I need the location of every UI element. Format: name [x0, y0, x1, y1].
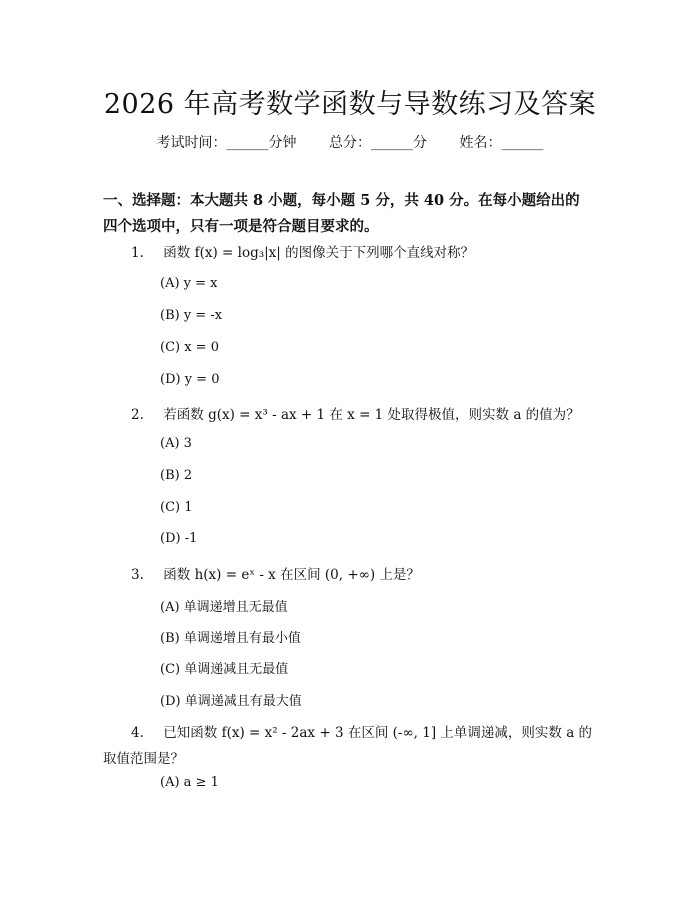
question-3: [103, 562, 593, 588]
page-title: 2026 年高考数学函数与导数练习及答案: [103, 89, 597, 120]
question-4: [103, 720, 593, 772]
question-stem: 已知函数 f(x) = x² - 2ax + 3 在区间 (-∞, 1] 上单调递减，则实数 a 的取值范围是？: [103, 725, 593, 767]
option-2b: (B) 2: [160, 468, 193, 483]
question-2: [103, 402, 593, 428]
section-heading: 一、选择题：本大题共 8 小题，每小题 5 分，共 40 分。在每小题给出的四个选项中，只有一项是符合题目要求的。: [103, 192, 580, 235]
question-stem: 函数 f(x) = log₃|x| 的图像关于下列哪个直线对称？: [163, 245, 475, 261]
option-2d: (D) -1: [160, 531, 198, 546]
option-1c: (C) x = 0: [160, 340, 219, 355]
option-2c: (C) 1: [160, 500, 193, 515]
option-4a: (A) a ≥ 1: [160, 775, 219, 790]
question-stem: 函数 h(x) = eˣ - x 在区间 (0, +∞) 上是？: [163, 567, 420, 583]
exam-time-field: 考试时间：______分钟: [156, 135, 297, 151]
question-number: 4.: [131, 725, 144, 741]
option-1b: (B) y = -x: [160, 308, 223, 323]
option-1d: (D) y = 0: [160, 372, 220, 387]
question-number: 3.: [131, 567, 144, 583]
student-name-field: 姓名：______: [459, 135, 544, 151]
option-3d: (D) 单调递减且有最大值: [160, 694, 302, 709]
question-1: [103, 240, 593, 266]
total-score-field: 总分：______分: [329, 135, 427, 151]
option-3c: (C) 单调递减且无最值: [160, 662, 289, 677]
question-number: 1.: [131, 245, 144, 261]
question-number: 2.: [131, 407, 144, 423]
option-3b: (B) 单调递增且有最小值: [160, 631, 301, 646]
option-3a: (A) 单调递增且无最值: [160, 600, 288, 615]
option-2a: (A) 3: [160, 436, 192, 451]
question-stem: 若函数 g(x) = x³ - ax + 1 在 x = 1 处取得极值，则实数 a 的值为？: [163, 407, 580, 423]
exam-meta: [0, 132, 700, 152]
option-1a: (A) y = x: [160, 276, 218, 291]
